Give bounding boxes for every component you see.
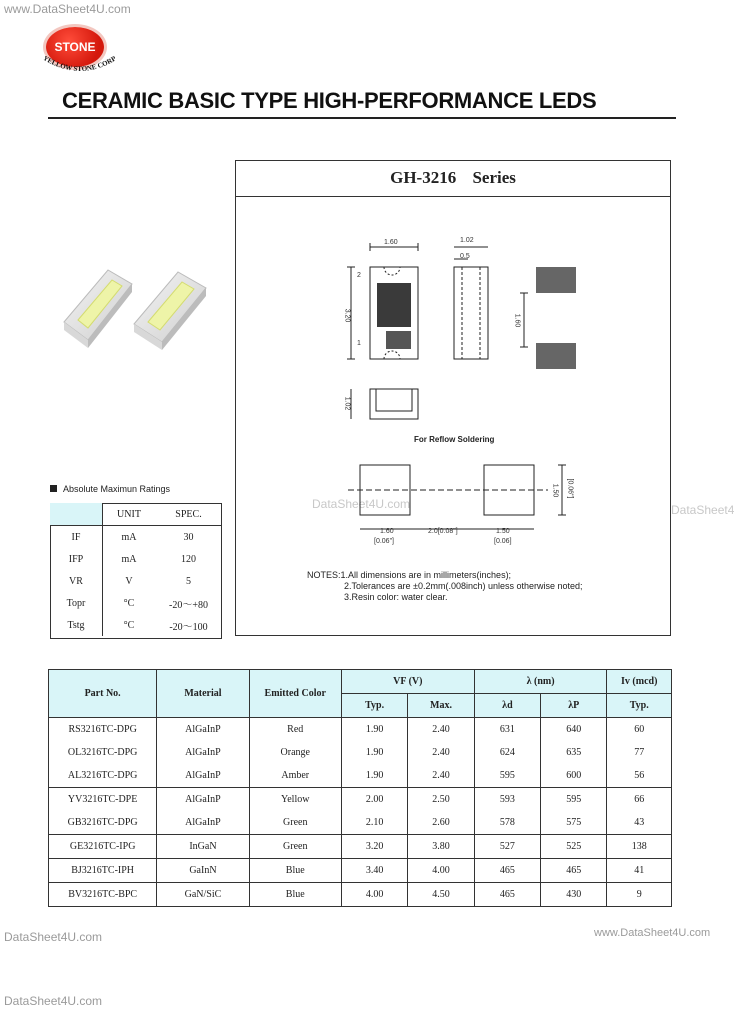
cell-lambda-p: 575: [541, 811, 607, 835]
abs-cell: V: [125, 575, 133, 587]
dim-pad-gap: 1.60: [513, 313, 521, 328]
cell-part-no: GE3216TC-IPG: [49, 835, 157, 859]
abs-cell: Topr: [50, 592, 103, 614]
header-part-no: Part No.: [49, 670, 157, 718]
abs-header-blank: [50, 503, 103, 526]
cell-lambda-p: 635: [541, 741, 607, 764]
series-title: [236, 168, 670, 188]
abs-cell: IFP: [50, 548, 103, 570]
dim-length: 3.20: [343, 308, 351, 323]
abs-cell: Tstg: [50, 614, 103, 636]
abs-cell: mA: [121, 531, 137, 543]
header-emitted-color: Emitted Color: [249, 670, 341, 718]
abs-cell: °C: [123, 619, 135, 631]
table-row: [49, 764, 672, 788]
abs-cell: -20～+80: [169, 599, 208, 611]
dim-depth: 1.02: [460, 237, 474, 244]
dim-height: 1.02: [343, 396, 351, 411]
watermark-top-left: www.DataSheet4U.com: [4, 2, 131, 16]
cell-vf-max: 2.50: [408, 788, 474, 812]
cell-color: Green: [249, 835, 341, 859]
abs-cell: 120: [181, 553, 196, 565]
table-row: [49, 741, 672, 764]
table-row: [49, 883, 672, 907]
cell-vf-typ: 3.20: [341, 835, 407, 859]
dim-width: 1.60: [384, 239, 398, 246]
logo-text: STONE: [54, 40, 96, 54]
header-vf: VF (V): [341, 670, 474, 694]
cell-vf-typ: 3.40: [341, 859, 407, 883]
abs-cell: IF: [50, 526, 103, 549]
header-iv-typ: Typ.: [607, 694, 672, 718]
cell-vf-typ: 1.90: [341, 718, 407, 742]
pad-width-1: 1.60: [380, 528, 394, 535]
spec-header-row-1: [49, 670, 672, 694]
mark-pin-1: 1: [357, 340, 361, 347]
cell-part-no: BV3216TC-BPC: [49, 883, 157, 907]
abs-cell: VR: [50, 570, 103, 592]
cell-material: AlGaInP: [157, 764, 249, 788]
table-row: [49, 859, 672, 883]
cell-part-no: YV3216TC-DPE: [49, 788, 157, 812]
cell-material: AlGaInP: [157, 788, 249, 812]
cell-lambda-d: 465: [474, 883, 540, 907]
table-row: [49, 718, 672, 742]
cell-material: GaN/SiC: [157, 883, 249, 907]
series-model: GH-3216: [390, 168, 457, 187]
table-row: [50, 526, 222, 549]
table-row: [50, 548, 222, 570]
table-row: [49, 811, 672, 835]
cell-iv: 41: [607, 859, 672, 883]
abs-cell: mA: [121, 553, 137, 565]
cell-iv: 138: [607, 835, 672, 859]
cell-part-no: GB3216TC-DPG: [49, 811, 157, 835]
notes: [307, 570, 583, 603]
cell-lambda-p: 525: [541, 835, 607, 859]
cell-color: Blue: [249, 859, 341, 883]
cell-vf-typ: 2.00: [341, 788, 407, 812]
svg-text:YELLOW STONE CORP.: [38, 56, 118, 73]
cell-vf-max: 2.40: [408, 718, 474, 742]
table-row: [50, 592, 222, 614]
cell-vf-typ: 1.90: [341, 764, 407, 788]
cell-part-no: RS3216TC-DPG: [49, 718, 157, 742]
cell-iv: 56: [607, 764, 672, 788]
cell-part-no: AL3216TC-DPG: [49, 764, 157, 788]
abs-header-unit: UNIT: [103, 503, 156, 526]
abs-header-spec: SPEC.: [155, 503, 222, 526]
abs-cell: °C: [123, 597, 135, 609]
pad-width-1-in: [0.06"]: [374, 538, 394, 545]
cell-color: Yellow: [249, 788, 341, 812]
cell-iv: 60: [607, 718, 672, 742]
cell-material: AlGaInP: [157, 718, 249, 742]
cell-iv: 9: [607, 883, 672, 907]
pad-width-2-in: [0.06]: [494, 538, 512, 545]
cell-color: Blue: [249, 883, 341, 907]
cell-vf-max: 2.40: [408, 764, 474, 788]
abs-cell: 30: [183, 531, 194, 543]
note-2: 2.Tolerances are ±0.2mm(.008inch) unless otherwise noted;: [344, 581, 583, 591]
header-vf-max: Max.: [408, 694, 474, 718]
cell-vf-max: 2.40: [408, 741, 474, 764]
table-row: [49, 788, 672, 812]
abs-ratings-title: [50, 484, 170, 494]
table-row: [50, 570, 222, 592]
cell-color: Amber: [249, 764, 341, 788]
cell-lambda-d: 578: [474, 811, 540, 835]
led-right: [134, 272, 206, 350]
header-vf-typ: Typ.: [341, 694, 407, 718]
header-iv: Iv (mcd): [607, 670, 672, 694]
cell-lambda-d: 631: [474, 718, 540, 742]
cell-color: Red: [249, 718, 341, 742]
page-title: CERAMIC BASIC TYPE HIGH-PERFORMANCE LEDS: [62, 88, 597, 113]
abs-ratings-header: [50, 503, 222, 526]
dimension-drawing: [236, 197, 670, 569]
table-row: [49, 835, 672, 859]
cell-material: AlGaInP: [157, 741, 249, 764]
cell-lambda-p: 430: [541, 883, 607, 907]
header-lambda-d: λd: [474, 694, 540, 718]
pad-gap: 2.0[0.08"]: [428, 528, 458, 535]
led-left: [64, 270, 132, 348]
watermark-bottom-left: DataSheet4U.com: [4, 930, 103, 944]
reflow-title: For Reflow Soldering: [414, 435, 495, 444]
table-row: [50, 614, 222, 636]
cell-material: GaInN: [157, 859, 249, 883]
cell-vf-typ: 4.00: [341, 883, 407, 907]
mark-pin-2: 2: [357, 272, 361, 279]
bullet-square: [50, 485, 57, 492]
cell-lambda-d: 527: [474, 835, 540, 859]
logo-arc-text: [38, 56, 122, 78]
watermark-mid: DataSheet4U.com: [312, 497, 411, 511]
cell-iv: 43: [607, 811, 672, 835]
cell-material: AlGaInP: [157, 811, 249, 835]
cell-material: InGaN: [157, 835, 249, 859]
cell-vf-max: 3.80: [408, 835, 474, 859]
cell-lambda-d: 593: [474, 788, 540, 812]
header-lambda-p: λP: [541, 694, 607, 718]
header-material: Material: [157, 670, 249, 718]
cell-vf-max: 4.00: [408, 859, 474, 883]
header-lambda: λ (nm): [474, 670, 607, 694]
series-label: Series: [472, 168, 516, 187]
cell-vf-typ: 2.10: [341, 811, 407, 835]
cell-lambda-d: 595: [474, 764, 540, 788]
watermark-footer: DataSheet4U.com: [4, 994, 103, 1008]
cell-color: Orange: [249, 741, 341, 764]
cell-lambda-p: 600: [541, 764, 607, 788]
cell-part-no: BJ3216TC-IPH: [49, 859, 157, 883]
spec-table: [48, 669, 672, 907]
cell-iv: 66: [607, 788, 672, 812]
cell-color: Green: [249, 811, 341, 835]
watermark-bottom-right: www.DataSheet4U.com: [594, 927, 711, 939]
abs-cell: -20～100: [169, 621, 208, 633]
cell-iv: 77: [607, 741, 672, 764]
cell-vf-typ: 1.90: [341, 741, 407, 764]
cell-vf-max: 4.50: [408, 883, 474, 907]
logo-sub: YELLOW STONE CORP: [41, 56, 117, 74]
abs-ratings-table: [50, 503, 222, 636]
title-rule: [48, 117, 676, 119]
cell-lambda-p: 595: [541, 788, 607, 812]
dim-small: 0.5: [460, 253, 470, 260]
pad-height-in: [0.06"]: [566, 478, 574, 499]
cell-lambda-p: 465: [541, 859, 607, 883]
cell-lambda-d: 624: [474, 741, 540, 764]
note-1: NOTES:1.All dimensions are in millimeters(inches);: [307, 570, 512, 580]
led-photo: [58, 262, 226, 354]
abs-ratings-title-text: Absolute Maximun Ratings: [63, 484, 171, 494]
abs-cell: 5: [186, 575, 191, 587]
watermark-mid-right: DataSheet4: [671, 503, 734, 517]
cell-lambda-d: 465: [474, 859, 540, 883]
pad-height: 1.50: [551, 483, 559, 498]
pad-width-2: 1.50: [496, 528, 510, 535]
cell-vf-max: 2.60: [408, 811, 474, 835]
cell-lambda-p: 640: [541, 718, 607, 742]
cell-part-no: OL3216TC-DPG: [49, 741, 157, 764]
note-3: 3.Resin color: water clear.: [344, 592, 448, 602]
